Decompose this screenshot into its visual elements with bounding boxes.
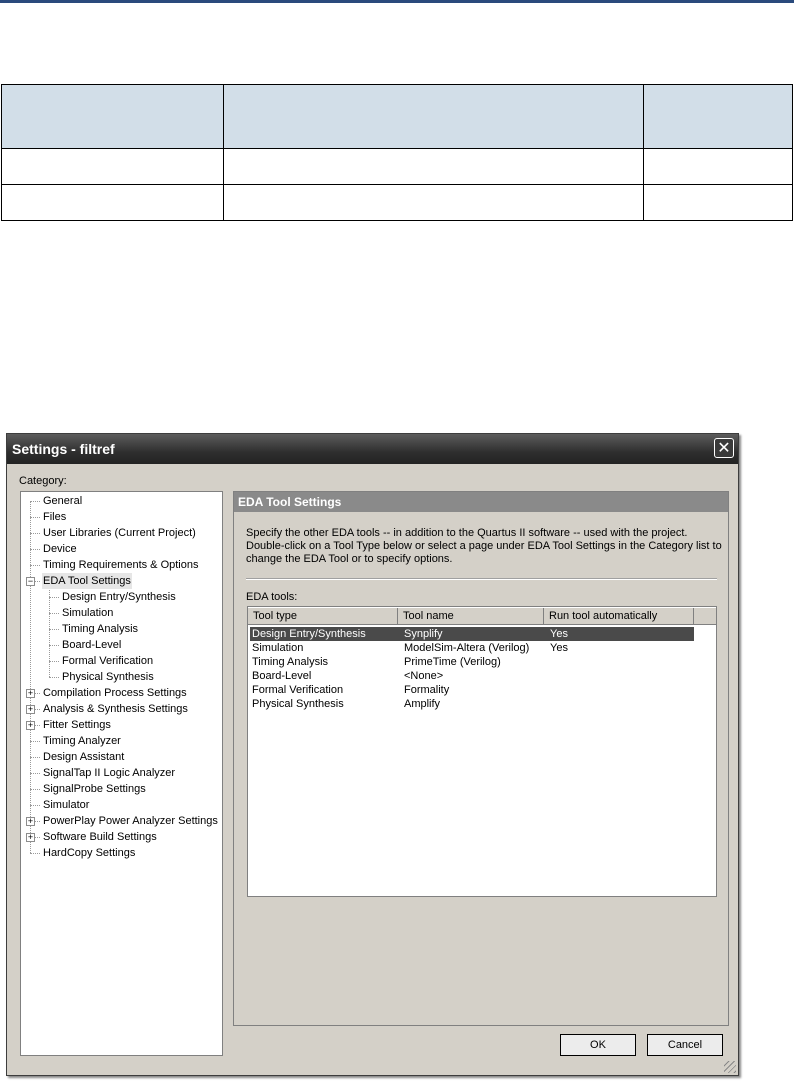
tree-connector-line [30,517,40,518]
table-cell [2,185,224,221]
tree-connector-line [49,597,59,598]
document-table-row [2,185,793,221]
tree-connector-line [30,853,40,854]
tree-item[interactable]: Timing Requirements & Options [43,559,199,571]
dialog-title-bar[interactable] [7,434,738,464]
description-line: change the EDA Tool or to specify options. [246,553,453,565]
tool-type-cell: Timing Analysis [252,656,329,668]
tree-item[interactable]: Analysis & Synthesis Settings [43,703,188,715]
category-tree[interactable] [20,491,223,1056]
tree-connector-line [30,501,40,502]
dialog-title: Settings - filtref [12,441,115,457]
tree-item[interactable]: Physical Synthesis [62,671,154,683]
tree-item[interactable]: SignalTap II Logic Analyzer [43,767,176,779]
settings-dialog [6,433,739,1076]
collapse-icon[interactable]: − [27,576,34,586]
tool-name-cell: Amplify [404,698,441,710]
tree-connector-line [30,757,40,758]
ok-button[interactable]: OK [560,1034,636,1056]
tool-type-cell: Physical Synthesis [252,698,344,710]
expand-icon[interactable]: + [27,832,34,842]
tree-item[interactable]: PowerPlay Power Analyzer Settings [43,815,218,827]
panel-description [246,527,724,566]
tool-name-cell: ModelSim-Altera (Verilog) [404,642,530,654]
tool-type-cell: Board-Level [252,670,312,682]
tree-item[interactable]: Simulator [43,799,90,811]
page-top-rule [0,0,794,3]
tree-item[interactable]: User Libraries (Current Project) [43,527,196,539]
document-table [1,84,793,221]
tree-connector-line [30,773,40,774]
tree-item[interactable]: Board-Level [62,639,122,651]
tree-connector-line [49,613,59,614]
close-icon[interactable]: ✕ [714,438,734,458]
divider [246,578,717,580]
list-item[interactable] [250,697,694,711]
table-cell [644,149,793,185]
column-header-filler [694,608,716,625]
expand-icon[interactable]: + [27,816,34,826]
tree-connector-line [30,501,31,853]
list-item[interactable] [250,669,694,683]
tree-item[interactable]: Device [43,543,77,555]
table-cell [644,185,793,221]
tool-type-cell: Formal Verification [252,684,344,696]
table-cell [2,149,224,185]
list-item[interactable] [250,655,694,669]
tree-connector-line [49,629,59,630]
tool-name-cell: <None> [404,670,444,682]
description-line: Double-click on a Tool Type below or select a page under EDA Tool Settings in the Category list to [246,540,722,552]
tree-item[interactable]: SignalProbe Settings [43,783,146,795]
tree-item[interactable]: EDA Tool Settings [43,575,131,587]
tree-item[interactable]: Design Entry/Synthesis [62,591,176,603]
list-item[interactable] [250,683,694,697]
tree-connector-line [30,565,40,566]
run-auto-cell: Yes [550,642,568,654]
resize-grip-icon[interactable] [724,1061,736,1073]
tool-name-cell: Synplify [404,628,443,640]
tree-item[interactable]: Software Build Settings [43,831,157,843]
panel-title: EDA Tool Settings [234,492,728,512]
tree-item[interactable]: HardCopy Settings [43,847,136,859]
tree-item[interactable]: Design Assistant [43,751,125,763]
tree-item[interactable]: Timing Analysis [62,623,139,635]
tree-item[interactable]: Timing Analyzer [43,735,121,747]
tree-connector-line [30,533,40,534]
eda-tools-list[interactable] [247,606,717,897]
tree-item[interactable]: Simulation [62,607,114,619]
list-item[interactable] [250,627,694,641]
tree-connector-line [30,549,40,550]
column-header-tool-name[interactable]: Tool name [398,608,544,625]
tool-name-cell: Formality [404,684,450,696]
tree-connector-line [49,645,59,646]
header-cell [644,85,793,149]
table-cell [224,185,644,221]
tool-type-cell: Design Entry/Synthesis [252,628,366,640]
expand-icon[interactable]: + [27,688,34,698]
column-header-tool-type[interactable]: Tool type [248,608,398,625]
tree-item[interactable]: General [43,495,83,507]
expand-icon[interactable]: + [27,720,34,730]
description-line: Specify the other EDA tools -- in addition to the Quartus II software -- used with the project. [246,527,688,539]
tree-connector-line [49,587,50,677]
tree-connector-line [49,661,59,662]
header-cell [224,85,644,149]
tree-connector-line [30,805,40,806]
expand-icon[interactable]: + [27,704,34,714]
tree-item[interactable]: Formal Verification [62,655,154,667]
cancel-button[interactable]: Cancel [647,1034,723,1056]
document-table-row [2,149,793,185]
eda-tools-label: EDA tools: [246,591,298,603]
tool-type-cell: Simulation [252,642,304,654]
tree-connector-line [30,789,40,790]
document-table-header-row [2,85,793,149]
tree-item[interactable]: Files [43,511,67,523]
tree-item[interactable]: Fitter Settings [43,719,111,731]
tree-item[interactable]: Compilation Process Settings [43,687,187,699]
header-cell [2,85,224,149]
eda-tool-settings-panel [233,491,729,1026]
tool-name-cell: PrimeTime (Verilog) [404,656,501,668]
tree-connector-line [30,741,40,742]
column-header-run-auto[interactable]: Run tool automatically [544,608,694,625]
table-cell [224,149,644,185]
list-item[interactable] [250,641,694,655]
category-label: Category: [19,475,67,487]
tree-connector-line [49,677,59,678]
run-auto-cell: Yes [550,628,568,640]
